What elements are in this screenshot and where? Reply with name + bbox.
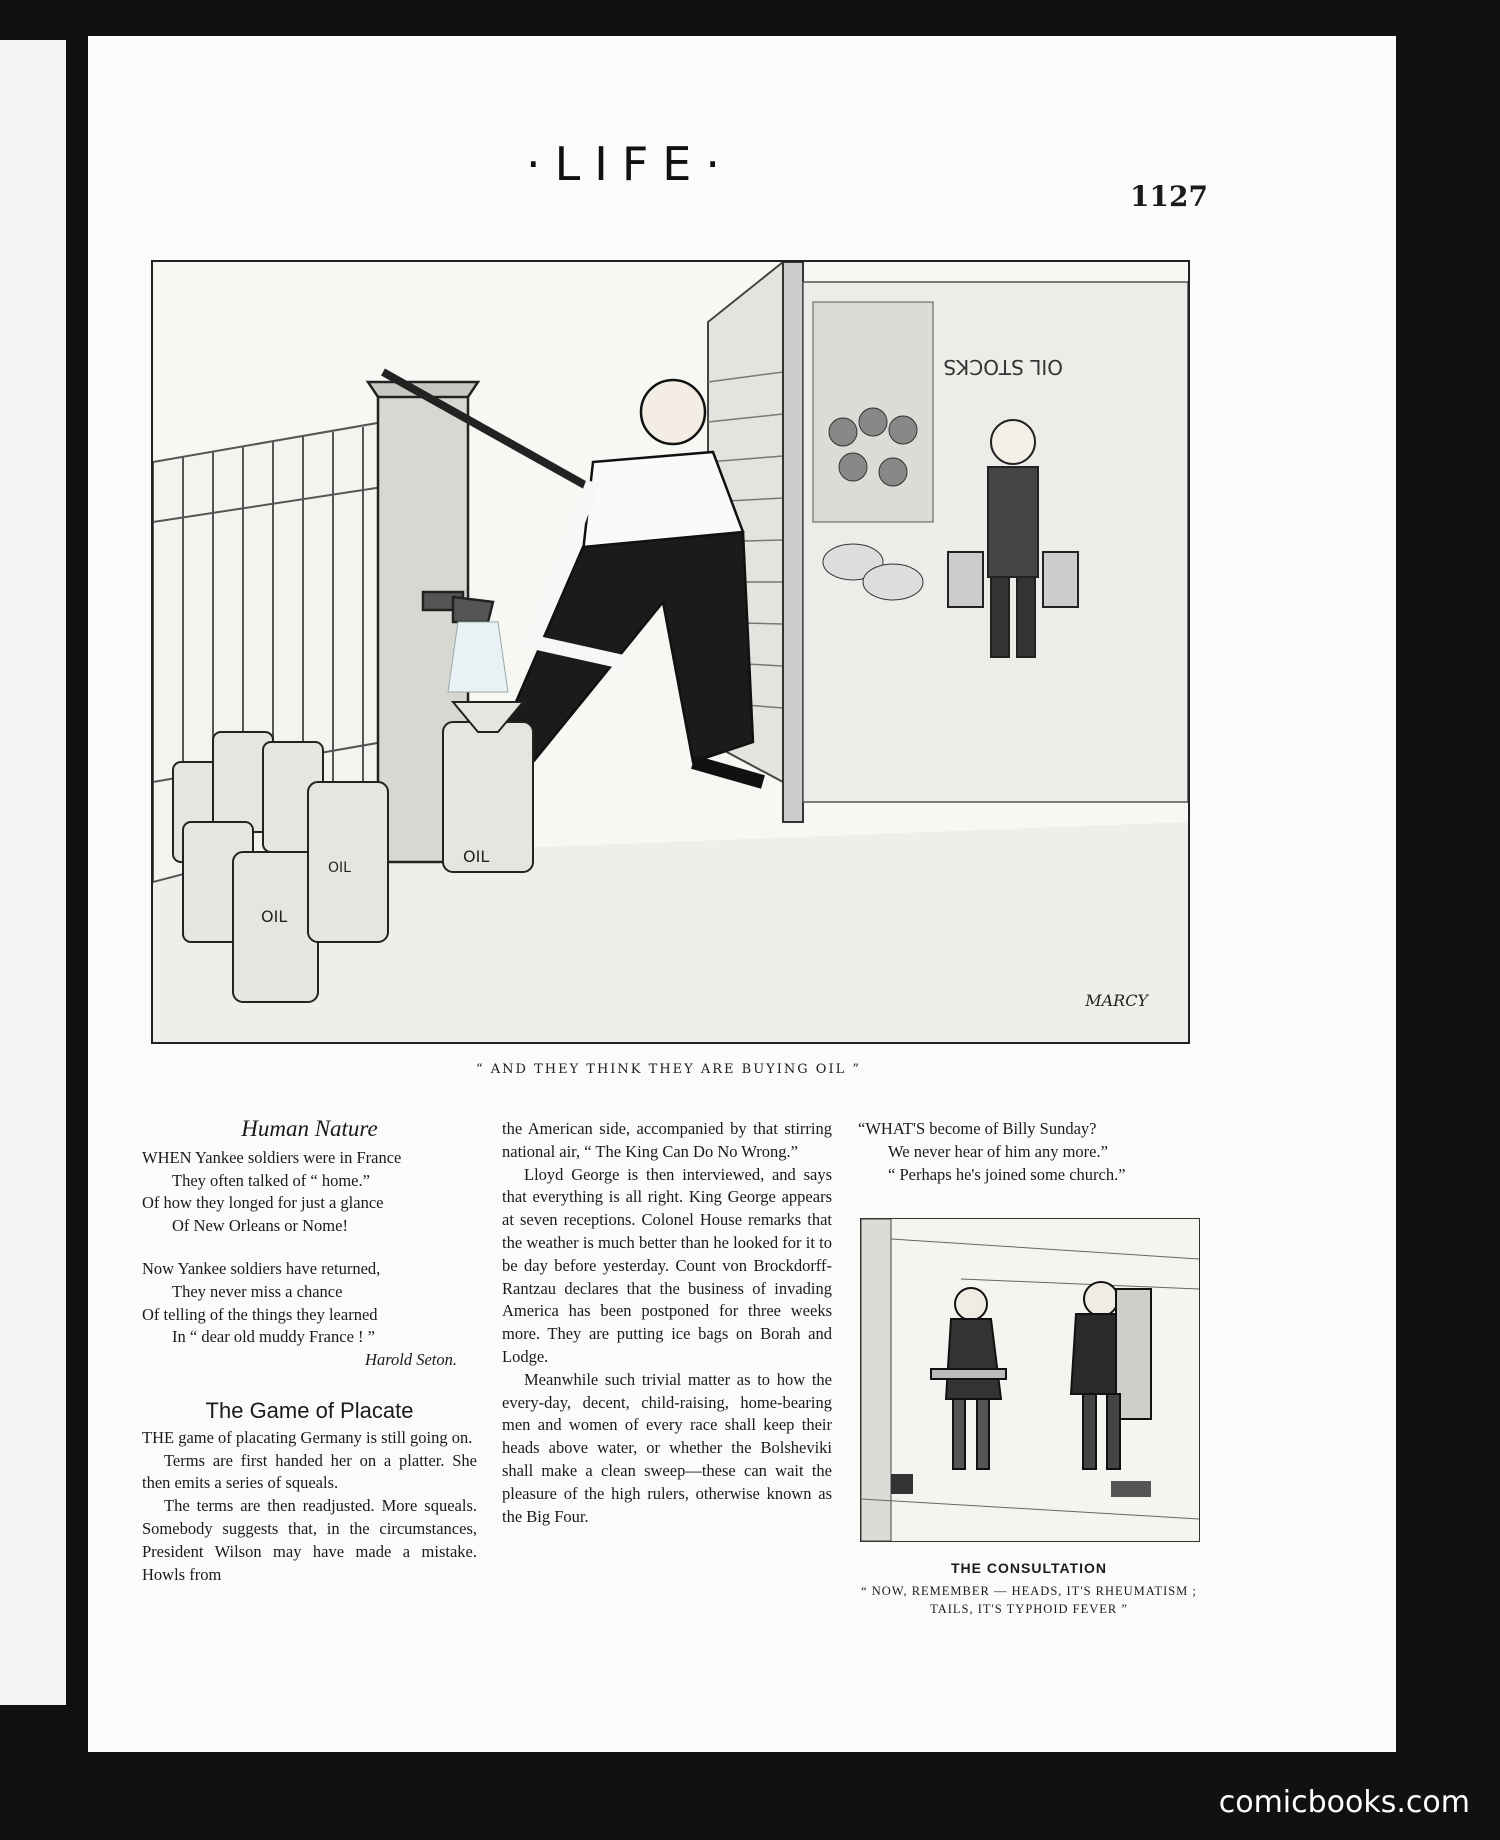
- article-paragraph: Meanwhile such trivial matter as to how the every-day, decent, child-raising, home-bearing men and women of every race shall keep their heads above water, or whether the Bolsheviki shall make a clean sweep—these can wait the pleasure of the high rulers, otherwise known as the Big Four.: [502, 1369, 832, 1526]
- poem-line: Of telling of the things they learned: [142, 1304, 378, 1324]
- column-3: [858, 1118, 1198, 1186]
- doctor-left: [931, 1288, 1006, 1469]
- oil-can-label: OIL: [328, 860, 351, 876]
- poem-line: In “ dear old muddy France ! ”: [172, 1327, 375, 1347]
- consultation-illustration: [861, 1219, 1199, 1541]
- main-cartoon-caption: “ AND THEY THINK THEY ARE BUYING OIL ”: [475, 1062, 861, 1077]
- joke-line: “ Perhaps he's joined some church.”: [888, 1164, 1126, 1184]
- oil-can-label: OIL: [261, 907, 288, 926]
- poem-human-nature: [142, 1147, 477, 1372]
- main-cartoon: [151, 260, 1190, 1044]
- page-number: 1127: [1130, 180, 1208, 213]
- column-1: [142, 1118, 477, 1586]
- oil-can-label: OIL: [463, 847, 490, 866]
- poem-line: Now Yankee soldiers have returned,: [142, 1258, 381, 1278]
- poem-line: Of how they longed for just a glance: [142, 1193, 384, 1213]
- poem-line: WHEN Yankee soldiers were in France: [142, 1147, 402, 1167]
- poem-author: Harold Seton.: [365, 1350, 457, 1370]
- article-title: The Game of Placate: [205, 1397, 414, 1423]
- joke-line: “WHAT'S become of Billy Sunday?: [858, 1119, 1097, 1138]
- article-paragraph: The terms are then readjusted. More squeals. Somebody suggests that, in the circumstances, President Wilson may have made a mistake. Howls from: [142, 1496, 477, 1584]
- article-paragraph: Lloyd George is then interviewed, and says that everything is all right. King George appears at seven receptions. Colonel House remarks that the weather is much better than he looked for it to be day before yesterday. Count von Brockdorff-Rantzau declares that the business of invading America has been postponed for three weeks more. They are putting ice bags on Borah and Lodge.: [502, 1164, 832, 1366]
- poem-line: They often talked of “ home.”: [172, 1170, 370, 1190]
- billy-sunday-joke: [858, 1118, 1198, 1186]
- previous-page-edge: [0, 40, 66, 1705]
- consultation-caption: “ NOW, REMEMBER — HEADS, IT'S RHEUMATISM ; TAILS, IT'S TYPHOID FEVER ”: [861, 1584, 1197, 1616]
- oil-pump-illustration: [153, 262, 1188, 1042]
- column-2: [502, 1118, 832, 1528]
- poem-line: Of New Orleans or Nome!: [172, 1216, 348, 1236]
- site-watermark: comicbooks.com: [1218, 1785, 1470, 1820]
- masthead-title: ·LIFE·: [526, 137, 734, 191]
- article-paragraph: THE game of placating Germany is still going on.: [142, 1427, 473, 1447]
- poem-title: Human Nature: [241, 1116, 378, 1141]
- article-paragraph: Terms are first handed her on a platter. She then emits a series of squeals.: [142, 1450, 477, 1493]
- oil-stocks-sign: OIL STOCKS: [943, 355, 1063, 379]
- consultation-title: THE CONSULTATION: [951, 1560, 1107, 1576]
- doctor-right: [1071, 1282, 1151, 1469]
- poem-line: They never miss a chance: [172, 1281, 343, 1301]
- article-paragraph: the American side, accompanied by that stirring national air, “ The King Can Do No Wrong.”: [502, 1119, 832, 1161]
- consultation-cartoon: [860, 1218, 1200, 1542]
- joke-line: We never hear of him any more.”: [888, 1141, 1108, 1161]
- artist-signature: MARCY: [1085, 991, 1148, 1010]
